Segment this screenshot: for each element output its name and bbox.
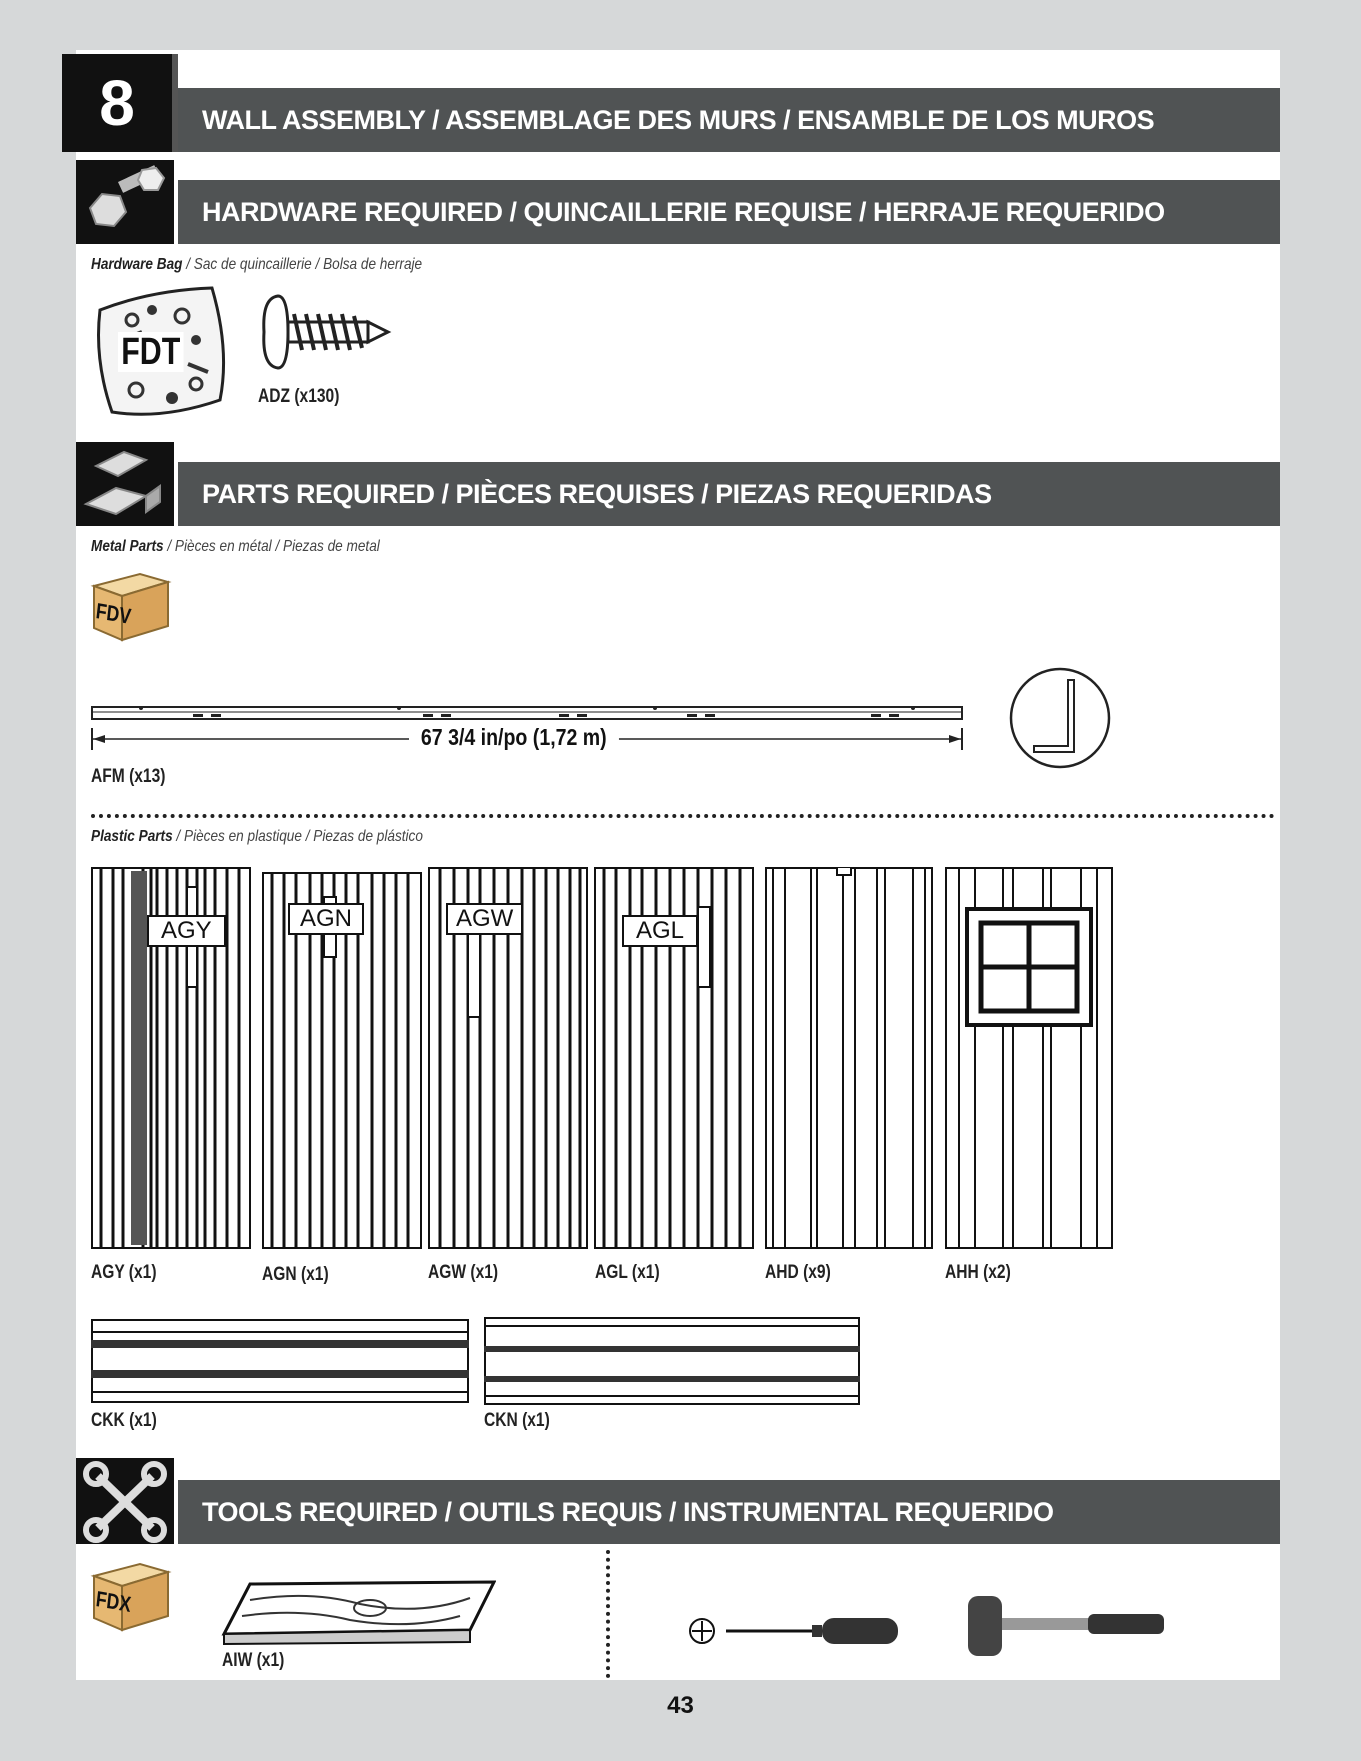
rail-code-ckn: CKN (x1) xyxy=(484,1410,550,1431)
panel-agn xyxy=(262,867,422,1249)
board-code: AIW (x1) xyxy=(222,1650,285,1671)
rail-ckn xyxy=(484,1316,860,1406)
hardware-bag-code: FDT xyxy=(118,332,184,372)
rail-ckk xyxy=(91,1316,469,1406)
step-title-bar: WALL ASSEMBLY / ASSEMBLAGE DES MURS / ENSAMBLE DE LOS MUROS xyxy=(178,88,1280,152)
panel-tag-agy: AGY xyxy=(147,915,226,947)
afm-code: AFM (x13) xyxy=(91,766,166,787)
screw-icon xyxy=(258,292,398,377)
fdv-box-code: FDV xyxy=(94,598,133,630)
panel-code-ahd: AHD (x9) xyxy=(765,1262,831,1283)
panel-code-agn: AGN (x1) xyxy=(262,1264,329,1285)
hardware-bag-icon xyxy=(92,280,232,420)
plastic-parts-label: Plastic Parts / Pièces en plastique / Piezas de plástico xyxy=(91,828,423,845)
panel-agy xyxy=(91,867,251,1249)
metal-parts-label: Metal Parts / Pièces en métal / Piezas de metal xyxy=(91,538,380,555)
panel-code-agw: AGW (x1) xyxy=(428,1262,499,1283)
angle-profile-icon xyxy=(1008,666,1112,770)
panel-tag-agn: AGN xyxy=(288,903,364,935)
wrench-icon xyxy=(76,1458,174,1544)
panel-ahd xyxy=(765,867,933,1249)
page-number: 43 xyxy=(667,1692,694,1719)
afm-dimension-line xyxy=(91,724,963,754)
panel-code-agl: AGL (x1) xyxy=(595,1262,660,1283)
bracket-icon xyxy=(76,442,174,526)
fdx-box-code: FDX xyxy=(94,1586,133,1618)
afm-dimension: 67 3/4 in/po (1,72 m) xyxy=(409,724,619,751)
wood-board-icon xyxy=(220,1580,496,1646)
panel-code-ahh: AHH (x2) xyxy=(945,1262,1011,1283)
panel-agl xyxy=(594,867,754,1249)
tools-divider xyxy=(606,1550,610,1678)
afm-metal-bar xyxy=(91,706,963,720)
hardware-bag-label: Hardware Bag / Sac de quincaillerie / Bolsa de herraje xyxy=(91,256,423,273)
section-divider xyxy=(91,814,1275,818)
screw-code: ADZ (x130) xyxy=(258,386,340,407)
panel-tag-agw: AGW xyxy=(446,903,523,935)
panel-code-agy: AGY (x1) xyxy=(91,1262,157,1283)
tools-title-bar: TOOLS REQUIRED / OUTILS REQUIS / INSTRUMENTAL REQUERIDO xyxy=(178,1480,1280,1544)
hardware-title-bar: HARDWARE REQUIRED / QUINCAILLERIE REQUISE / HERRAJE REQUERIDO xyxy=(178,180,1280,244)
fdv-box-icon xyxy=(90,566,172,642)
fdx-box-icon xyxy=(90,1556,172,1632)
rubber-mallet-icon xyxy=(966,1594,1166,1658)
rail-code-ckk: CKK (x1) xyxy=(91,1410,157,1431)
panel-tag-agl: AGL xyxy=(622,915,698,947)
panel-agw xyxy=(428,867,588,1249)
phillips-screwdriver-icon xyxy=(686,1614,902,1648)
parts-title-bar: PARTS REQUIRED / PIÈCES REQUISES / PIEZAS REQUERIDAS xyxy=(178,462,1280,526)
panel-ahh xyxy=(945,867,1113,1249)
page-sheet xyxy=(76,50,1280,1680)
bolt-nut-icon xyxy=(76,160,174,244)
step-number: 8 xyxy=(62,54,172,152)
